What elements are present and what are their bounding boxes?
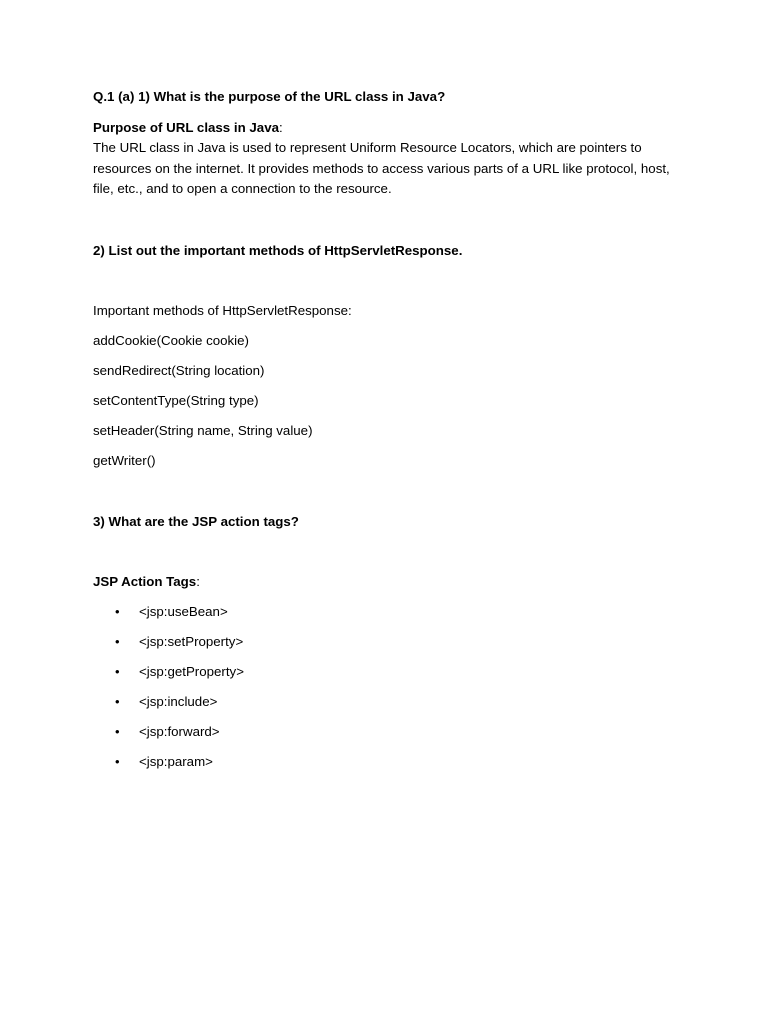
method-list bbox=[93, 331, 693, 472]
bullet-icon: • bbox=[115, 694, 120, 709]
jsp-tag-text: <jsp:useBean> bbox=[139, 604, 228, 619]
jsp-tag-text: <jsp:forward> bbox=[139, 724, 220, 739]
list-item bbox=[93, 692, 693, 713]
list-item bbox=[93, 602, 693, 623]
bullet-icon: • bbox=[115, 724, 120, 739]
method-item: getWriter() bbox=[93, 453, 156, 468]
question-3-answer-heading-text: JSP Action Tags bbox=[93, 574, 197, 589]
question-3-title: 3) What are the JSP action tags? bbox=[93, 513, 299, 529]
jsp-tag-list bbox=[93, 602, 693, 773]
question-1-answer-heading bbox=[93, 118, 693, 139]
question-2-title: 2) List out the important methods of HttpServletResponse. bbox=[93, 242, 463, 258]
question-1-answer-heading-colon: : bbox=[278, 119, 283, 135]
question-3-answer-heading-colon: : bbox=[196, 574, 200, 589]
method-item: sendRedirect(String location) bbox=[93, 363, 265, 378]
bullet-icon: • bbox=[115, 604, 120, 619]
bullet-icon: • bbox=[115, 634, 120, 649]
bullet-icon: • bbox=[115, 754, 120, 769]
bullet-icon: • bbox=[115, 664, 120, 679]
question-1-title: Q.1 (a) 1) What is the purpose of the URL class in Java? bbox=[93, 89, 446, 104]
method-item: setContentType(String type) bbox=[93, 393, 259, 408]
jsp-tag-text: <jsp:getProperty> bbox=[139, 664, 244, 679]
list-item bbox=[93, 722, 693, 743]
list-item bbox=[93, 662, 693, 683]
jsp-tag-text: <jsp:param> bbox=[139, 754, 213, 769]
method-item: addCookie(Cookie cookie) bbox=[93, 333, 249, 348]
list-item bbox=[93, 632, 693, 653]
question-1-answer-heading-text: Purpose of URL class in Java bbox=[93, 119, 279, 135]
method-item: setHeader(String name, String value) bbox=[93, 423, 313, 438]
question-3-answer-heading bbox=[93, 572, 693, 593]
question-1-answer-body: The URL class in Java is used to represent Uniform Resource Locators, which are pointers to resources on the internet. It provides methods to access various parts of a URL like protocol, host, file, etc., and to open a connection to the resource. bbox=[93, 140, 670, 196]
document-content bbox=[93, 87, 693, 773]
jsp-tag-text: <jsp:setProperty> bbox=[139, 634, 244, 649]
jsp-tag-text: <jsp:include> bbox=[139, 694, 218, 709]
question-2-answer-intro: Important methods of HttpServletResponse: bbox=[93, 303, 352, 318]
list-item bbox=[93, 752, 693, 773]
